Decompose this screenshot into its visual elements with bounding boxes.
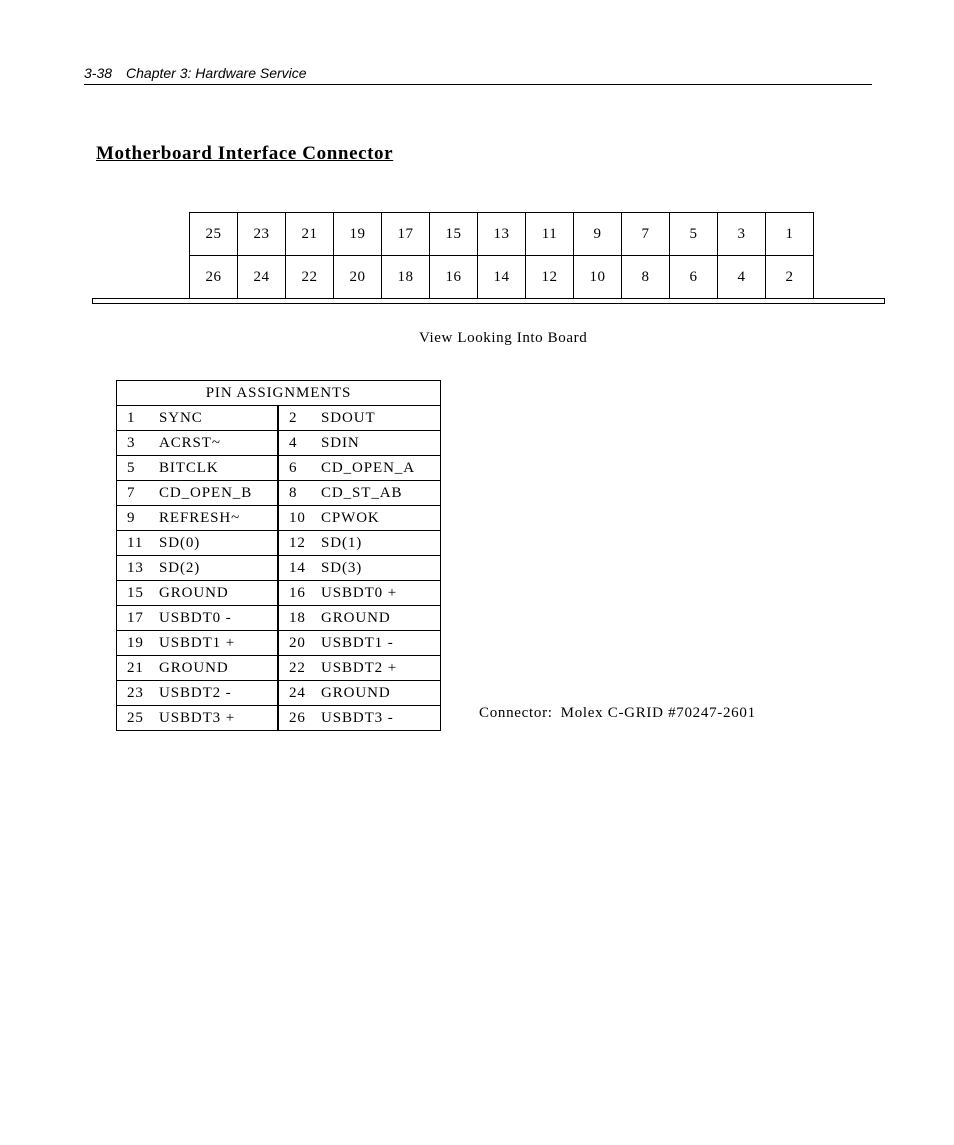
pin-cell-right	[278, 431, 441, 456]
connector-pin-cell: 4	[718, 256, 766, 299]
pin-row	[117, 531, 441, 556]
pin-signal: SYNC	[159, 409, 203, 426]
pin-signal: USBDT2 +	[321, 659, 398, 676]
pin-cell-left	[117, 656, 279, 681]
pin-signal: USBDT1 -	[321, 634, 394, 651]
pin-assignments-table	[116, 380, 441, 731]
pin-number: 20	[289, 634, 306, 651]
connector-pin-cell: 24	[238, 256, 286, 299]
pin-number: 5	[127, 459, 136, 476]
pin-table-header-row	[117, 381, 441, 406]
pin-signal: ACRST~	[159, 434, 221, 451]
pin-signal: SD(3)	[321, 559, 363, 576]
pin-number: 14	[289, 559, 306, 576]
pin-number: 16	[289, 584, 306, 601]
pin-number: 9	[127, 509, 136, 526]
view-caption: View Looking Into Board	[419, 330, 588, 346]
pin-number: 7	[127, 484, 136, 501]
pin-row	[117, 606, 441, 631]
pin-table-title: PIN ASSIGNMENTS	[117, 381, 441, 406]
pin-number: 25	[127, 709, 144, 726]
pin-signal: GROUND	[321, 684, 391, 701]
pin-row	[117, 431, 441, 456]
connector-pin-cell: 19	[334, 213, 382, 256]
pin-signal: SD(2)	[159, 559, 201, 576]
pin-signal: USBDT3 -	[321, 709, 394, 726]
pin-cell-left	[117, 431, 279, 456]
board-edge	[92, 298, 885, 304]
pin-cell-left	[117, 631, 279, 656]
connector-pin-cell: 2	[766, 256, 814, 299]
connector-pin-cell: 13	[478, 213, 526, 256]
pin-cell-left	[117, 531, 279, 556]
pin-number: 15	[127, 584, 144, 601]
connector-pin-cell: 9	[574, 213, 622, 256]
pin-number: 17	[127, 609, 144, 626]
pin-cell-left	[117, 456, 279, 481]
pin-cell-right	[278, 556, 441, 581]
pin-number: 13	[127, 559, 144, 576]
page-header	[84, 63, 872, 85]
connector-pin-cell: 23	[238, 213, 286, 256]
pin-signal: GROUND	[321, 609, 391, 626]
pin-signal: SD(1)	[321, 534, 363, 551]
connector-pin-cell: 20	[334, 256, 382, 299]
pin-row	[117, 506, 441, 531]
pin-row	[117, 681, 441, 706]
connector-pin-cell: 15	[430, 213, 478, 256]
pin-number: 4	[289, 434, 298, 451]
connector-pin-cell: 11	[526, 213, 574, 256]
connector-pin-cell: 22	[286, 256, 334, 299]
connector-pin-cell: 16	[430, 256, 478, 299]
connector-pin-cell: 3	[718, 213, 766, 256]
connector-pin-cell: 14	[478, 256, 526, 299]
pin-row	[117, 556, 441, 581]
pin-row	[117, 581, 441, 606]
connector-pin-cell: 5	[670, 213, 718, 256]
pin-number: 23	[127, 684, 144, 701]
connector-note	[479, 705, 756, 722]
connector-row-bottom	[190, 256, 814, 299]
pin-row	[117, 456, 441, 481]
pin-number: 10	[289, 509, 306, 526]
pin-cell-left	[117, 581, 279, 606]
pin-cell-right	[278, 606, 441, 631]
pin-number: 22	[289, 659, 306, 676]
pin-number: 6	[289, 459, 298, 476]
section-title: Motherboard Interface Connector	[96, 143, 394, 164]
connector-part-number: Molex C-GRID #70247-2601	[560, 705, 756, 721]
pin-signal: CD_OPEN_B	[159, 484, 253, 501]
pin-cell-right	[278, 581, 441, 606]
pin-signal: CPWOK	[321, 509, 380, 526]
pin-cell-right	[278, 481, 441, 506]
connector-pin-cell: 1	[766, 213, 814, 256]
pin-row	[117, 656, 441, 681]
pin-signal: USBDT0 +	[321, 584, 398, 601]
pin-cell-left	[117, 506, 279, 531]
pin-number: 24	[289, 684, 306, 701]
pin-cell-left	[117, 706, 279, 731]
pin-number: 12	[289, 534, 306, 551]
pin-cell-right	[278, 456, 441, 481]
pin-number: 8	[289, 484, 298, 501]
pin-number: 2	[289, 409, 298, 426]
pin-cell-left	[117, 406, 279, 431]
connector-note-label: Connector:	[479, 705, 553, 721]
pin-number: 1	[127, 409, 136, 426]
pin-table-body	[117, 406, 441, 731]
connector-pin-cell: 25	[190, 213, 238, 256]
pin-number: 26	[289, 709, 306, 726]
pin-cell-right	[278, 631, 441, 656]
pin-cell-left	[117, 681, 279, 706]
pin-cell-right	[278, 406, 441, 431]
connector-pin-cell: 6	[670, 256, 718, 299]
pin-number: 3	[127, 434, 136, 451]
pin-number: 11	[127, 534, 144, 551]
pin-signal: CD_ST_AB	[321, 484, 403, 501]
connector-pin-cell: 7	[622, 213, 670, 256]
pin-cell-right	[278, 681, 441, 706]
connector-pin-cell: 21	[286, 213, 334, 256]
header-text	[84, 65, 307, 81]
pin-cell-right	[278, 656, 441, 681]
pin-signal: SDOUT	[321, 409, 376, 426]
pin-cell-left	[117, 481, 279, 506]
pin-signal: GROUND	[159, 584, 229, 601]
pin-row	[117, 481, 441, 506]
pin-signal: GROUND	[159, 659, 229, 676]
pin-cell-left	[117, 606, 279, 631]
pin-number: 21	[127, 659, 144, 676]
pin-cell-left	[117, 556, 279, 581]
pin-signal: CD_OPEN_A	[321, 459, 415, 476]
connector-pin-cell: 12	[526, 256, 574, 299]
pin-signal: BITCLK	[159, 459, 219, 476]
pin-number: 19	[127, 634, 144, 651]
pin-row	[117, 406, 441, 431]
pin-cell-right	[278, 531, 441, 556]
connector-diagram	[189, 212, 814, 299]
chapter-title: Chapter 3: Hardware Service	[126, 65, 307, 81]
connector-pin-cell: 18	[382, 256, 430, 299]
pin-signal: USBDT1 +	[159, 634, 236, 651]
pin-signal: USBDT0 -	[159, 609, 232, 626]
pin-cell-right	[278, 506, 441, 531]
pin-signal: SD(0)	[159, 534, 201, 551]
pin-row	[117, 706, 441, 731]
pin-row	[117, 631, 441, 656]
pin-signal: USBDT3 +	[159, 709, 236, 726]
connector-pin-cell: 8	[622, 256, 670, 299]
pin-signal: SDIN	[321, 434, 360, 451]
pin-number: 18	[289, 609, 306, 626]
connector-pin-cell: 26	[190, 256, 238, 299]
pin-cell-right	[278, 706, 441, 731]
connector-pin-cell: 17	[382, 213, 430, 256]
pin-signal: REFRESH~	[159, 509, 241, 526]
connector-row-top	[190, 213, 814, 256]
connector-pin-cell: 10	[574, 256, 622, 299]
page-number: 3-38	[84, 65, 113, 81]
pin-signal: USBDT2 -	[159, 684, 232, 701]
